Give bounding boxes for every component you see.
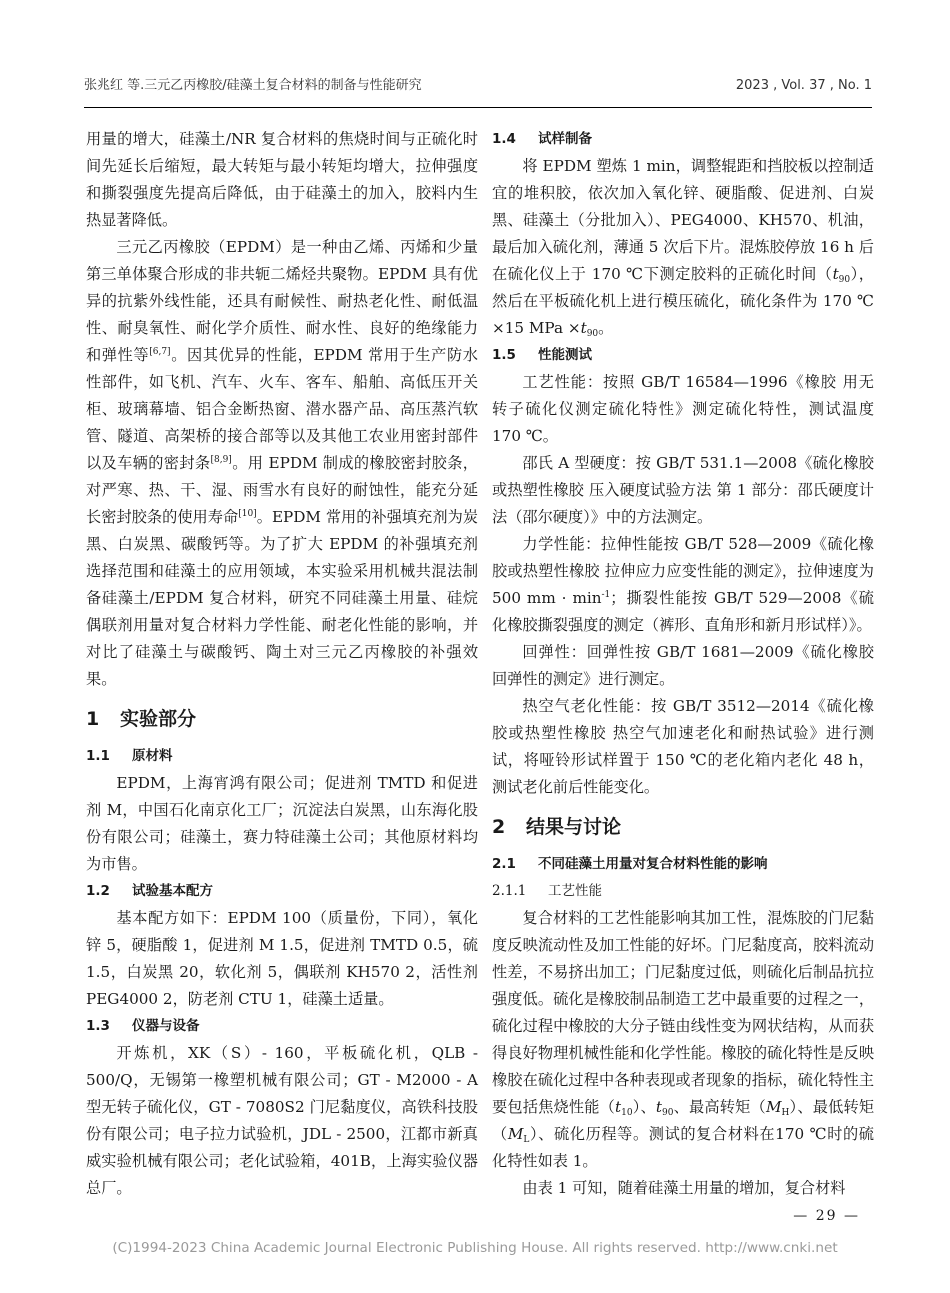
paragraph-resilience-test: 回弹性：回弹性按 GB/T 1681—2009《硫化橡胶回弹性的测定》进行测定。 [492, 643, 874, 688]
paragraph-processing-performance: 复合材料的工艺性能影响其加工性，混炼胶的门尼黏度反映流动性及加工性能的好坏。门尼黏度高，胶料流动性差，不易挤出加工；门尼黏度过低，则硫化后制品抗拉强度低。硫化是橡胶制品制造工艺中最重要的过程之一，硫化过程中橡胶的大分子链由线性变为网状结构，从而获得良好物理机械性能和化学性能。橡胶的硫化特性是反映橡胶在硫化过程中各种表现或者现象的指标，硫化特性主要包括焦烧性能$(t_{10})$、$t_{90}$、最高转矩$(M_H)$、最低转矩$(M_L)$、硫化历程等。测试的复合材料在170 ℃时的硫化特性如表 1。 [492, 909, 875, 1170]
citation: [6,7] [149, 347, 171, 357]
running-header [84, 68, 872, 104]
subsection-heading-1-1: 1.1 原材料 [86, 748, 173, 764]
header-issue: 2023 , Vol. 37 , No. 1 [735, 78, 872, 93]
subsection-heading-1-2: 1.2 试验基本配方 [86, 883, 213, 899]
paragraph: 用量的增大，硅藻土/NR 复合材料的焦烧时间与正硫化时间先延长后缩短，最大转矩与最小转矩均增大，拉伸强度和撕裂强度先提高后降低，由于硅藻土的加入，胶料内生热显著降低。 [86, 130, 478, 229]
copyright-footer: (C)1994-2023 China Academic Journal Electronic Publishing House. All rights reserved. http://www.cnki.net [112, 1240, 838, 1256]
page-number: — 29 — [793, 1208, 860, 1224]
subsubsection-heading-2-1-1: 2.1.1 工艺性能 [492, 883, 602, 899]
paragraph-equipment: 开炼机，XK（S）- 160，平板硫化机，QLB - 500/Q，无锡第一橡塑机械有限公司；GT - M2000 - A 型无转子硫化仪，GT - 7080S2 门尼黏度仪，高铁科技股份有限公司；电子拉力试验机，JDL - 2500，江都市新真威实验机械有限公司；老化试验箱，401B，上海实验仪器总厂。 [86, 1044, 478, 1197]
citation: [10] [238, 509, 257, 519]
paragraph-epdm-intro: 三元乙丙橡胶（EPDM）是一种由乙烯、丙烯和少量第三单体聚合形成的非共轭二烯烃共聚物。EPDM 具有优异的抗紫外线性能，还具有耐候性、耐热老化性、耐低温性、耐臭氧性、耐化学介质性、耐水性、良好的绝缘能力和弹性等[6,7]。因其优异的性能，EPDM 常用于生产防水性部件，如飞机、汽车、火车、客车、船舶、高低压开关柜、玻璃幕墙、铝合金断热窗、潜水器产品、高压蒸汽软管、隧道、高架桥的接合部等以及其他工农业用密封部件以及车辆的密封条[8,9]。用 EPDM 制成的橡胶密封胶条，对严寒、热、干、湿、雨雪水有良好的耐蚀性，能充分延长密封胶条的使用寿命[10]。EPDM 常用的补强填充剂为炭黑、白炭黑、碳酸钙等。为了扩大 EPDM 的补强填充剂选择范围和硅藻土的应用领域，本实验采用机械共混法制备硅藻土/EPDM 复合材料，研究不同硅藻土用量、硅烷偶联剂用量对复合材料力学性能、耐老化性能的影响，并对比了硅藻土与碳酸钙、陶土对三元乙丙橡胶的补强效果。 [86, 238, 478, 688]
section-heading-2: 2 结果与讨论 [492, 816, 622, 838]
paragraph-formula: 基本配方如下：EPDM 100（质量份，下同），氧化锌 5，硬脂酸 1，促进剂 M 1.5，促进剂 TMTD 0.5，硫 1.5，白炭黑 20，软化剂 5，偶联剂 KH570 2，活性剂 PEG4000 2，防老剂 CTU 1，硅藻土适量。 [86, 909, 478, 1008]
subsection-heading-1-5: 1.5 性能测试 [492, 347, 592, 363]
paragraph-hardness-test: 邵氏 A 型硬度：按 GB/T 531.1—2008《硫化橡胶或热塑性橡胶 压入硬度试验方法 第 1 部分：邵氏硬度计法（邵尔硬度）》中的方法测定。 [492, 454, 874, 526]
header-divider [84, 107, 872, 108]
paragraph-materials: EPDM，上海宵鸿有限公司；促进剂 TMTD 和促进剂 M，中国石化南京化工厂；沉淀法白炭黑，山东海化股份有限公司；硅藻土，赛力特硅藻土公司；其他原材料均为市售。 [86, 774, 478, 873]
paragraph-aging-test: 热空气老化性能：按 GB/T 3512—2014《硫化橡胶或热塑性橡胶 热空气加速老化和耐热试验》进行测试，将哑铃形试样置于 150 ℃的老化箱内老化 48 h，测试老化前后性能变化。 [492, 697, 874, 796]
paragraph-mechanical-test: 力学性能：拉伸性能按 GB/T 528—2009《硫化橡胶或热塑性橡胶 拉伸应力应变性能的测定》，拉伸速度为500 mm · $\min^{-1}$；撕裂性能按 GB/T 529—2008《硫化橡胶撕裂强度的测定（裤形、直角形和新月形试样）》。 [492, 535, 874, 634]
paragraph-table1-discussion: 由表 1 可知，随着硅藻土用量的增加，复合材料 [522, 1179, 846, 1197]
citation: [8,9] [210, 455, 232, 465]
section-heading-1: 1 实验部分 [86, 708, 197, 730]
header-title: 张兆红 等.三元乙丙橡胶/硅藻土复合材料的制备与性能研究 [84, 78, 422, 93]
paragraph-sample-prep: 将 EPDM 塑炼 1 min，调整辊距和挡胶板以控制适宜的堆积胶，依次加入氧化锌、硬脂酸、促进剂、白炭黑、硅藻土（分批加入）、PEG4000、KH570、机油，最后加入硫化剂，薄通 5 次后下片。混炼胶停放 16 h 后在硫化仪上于 170 ℃下测定胶料的正硫化时间$(t_{90})$，然后在平板硫化机上进行模压硫化，硫化条件为 170 ℃ ×15 MPa $\times t_{90}$。 [492, 157, 874, 339]
subsection-heading-1-4: 1.4 试样制备 [492, 131, 592, 147]
left-column [86, 126, 478, 1202]
subsection-heading-2-1: 2.1 不同硅藻土用量对复合材料性能的影响 [492, 856, 768, 872]
right-column [492, 126, 874, 1202]
subsection-heading-1-3: 1.3 仪器与设备 [86, 1018, 200, 1034]
paragraph-processing-test: 工艺性能：按照 GB/T 16584—1996《橡胶 用无转子硫化仪测定硫化特性》测定硫化特性，测试温度 170 ℃。 [492, 373, 874, 445]
